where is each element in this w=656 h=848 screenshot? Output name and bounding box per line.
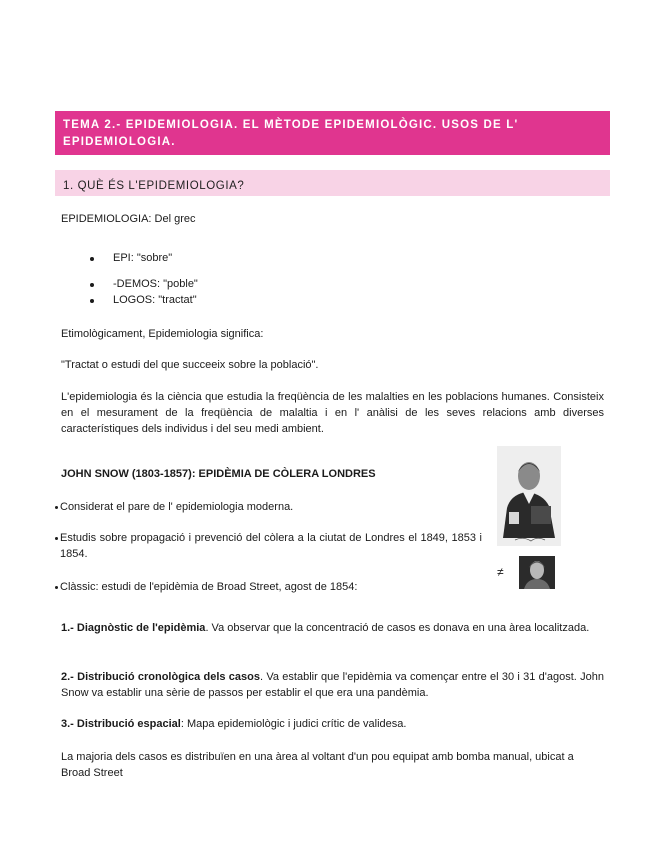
bullet-dot xyxy=(55,506,58,509)
definition-quote: "Tractat o estudi del que succeeix sobre la població". xyxy=(61,359,319,371)
bullet-dot xyxy=(55,586,58,589)
intro-text: EPIDEMIOLOGIA: Del grec xyxy=(61,213,196,225)
step-text: : Mapa epidemiològic i judici crític de validesa. xyxy=(180,718,407,730)
etymology-item: LOGOS: "tractat" xyxy=(113,294,197,306)
bullet-dot xyxy=(55,537,58,540)
etymology-item: EPI: "sobre" xyxy=(113,252,173,264)
snow-bullet: Considerat el pare de l' epidemiologia moderna. xyxy=(60,501,294,513)
snow-heading: JOHN SNOW (1803-1857): EPIDÈMIA DE CÒLERA LONDRES xyxy=(61,468,376,480)
bullet-dot xyxy=(90,283,94,287)
topic-title-banner xyxy=(55,111,610,155)
step-title: 3.- Distribució espacial xyxy=(61,718,181,730)
step-text: . Va observar que la concentració de casos es donava en una àrea localitzada. xyxy=(205,622,590,634)
snow-bullet: Estudis sobre propagació i prevenció del còlera a la ciutat de Londres el 1849, 1853 i 1854. xyxy=(60,532,482,560)
not-equal-symbol: ≠ xyxy=(497,565,504,579)
topic-title-line-1: TEMA 2.- EPIDEMIOLOGIA. EL MÈTODE EPIDEMIOLÒGIC. USOS DE L' xyxy=(63,119,519,131)
section-heading-banner xyxy=(55,170,610,196)
definition-paragraph: L'epidemiologia és la ciència que estudia la freqüència de les malalties en les poblacions humanes. Consisteix en el mesurament de la freqüència de malaltia i en l' anàlisi de les seves relacions amb diverses característiques dels individus i del seu medi ambient. xyxy=(61,391,604,435)
step-1 xyxy=(61,620,604,636)
step-3 xyxy=(61,716,604,732)
step-2 xyxy=(61,669,604,701)
step-title: 2.- Distribució cronològica dels casos xyxy=(61,671,260,683)
snow-bullet: Clàssic: estudi de l'epidèmia de Broad Street, agost de 1854: xyxy=(60,581,358,593)
topic-title-line-2: EPIDEMIOLOGIA. xyxy=(63,136,176,148)
john-snow-portrait-image xyxy=(497,446,561,546)
conclusion-paragraph: La majoria dels casos es distribuïen en una àrea al voltant d'un pou equipat amb bomba manual, ubicat a Broad Street xyxy=(61,751,574,779)
etymology-sentence: Etimològicament, Epidemiologia significa: xyxy=(61,328,264,340)
bullet-dot xyxy=(90,299,94,303)
section-heading: 1. QUÈ ÉS L'EPIDEMIOLOGIA? xyxy=(63,180,245,192)
step-text: . Va establir que l'epidèmia va començar entre el 30 i 31 d'agost. John Snow va establir una sèrie de passos per establir el que era una pandèmia. xyxy=(61,671,604,699)
step-title: 1.- Diagnòstic de l'epidèmia xyxy=(61,622,206,634)
bullet-dot xyxy=(90,257,94,261)
etymology-item: -DEMOS: "poble" xyxy=(113,278,198,290)
second-portrait-image xyxy=(519,556,555,589)
